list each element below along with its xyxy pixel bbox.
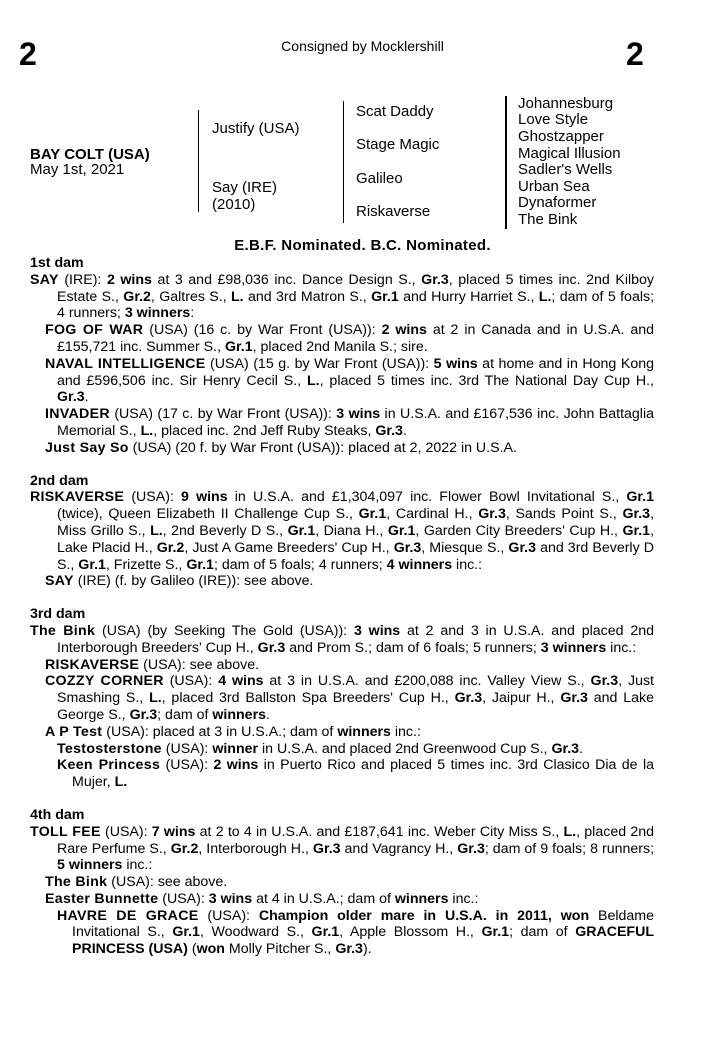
dam-entry-toll-fee: TOLL FEE (USA): 7 wins at 2 to 4 in U.S.A. and £187,641 inc. Weber City Miss S., L., placed 2nd Rare Perfume S., Gr.2, Interborough H., Gr.3 and Vagrancy H., Gr.3; dam of 9 foals; 8 runners; 5 winners inc.: [30,823,655,874]
pedigree-bracket-2 [343,101,344,223]
produce-entry-havre-de-grace: HAVRE DE GRACE (USA): Champion older mare in U.S.A. in 2011, won Beldame Invitational S., Gr.1, Woodward S., Gr.1, Apple Blossom H., Gr.1; dam of GRACEFUL PRINCESS (USA) (won Molly Pitcher S., Gr.3). [57,907,655,958]
pedigree-ggp-2: Love Style [518,111,589,128]
pedigree-ggp-1: Johannesburg [518,95,614,112]
produce-entry-invader: INVADER (USA) (17 c. by War Front (USA)): 3 wins in U.S.A. and £167,536 inc. John Battaglia Memorial S., L., placed inc. 2nd Jeff Ruby Steaks, Gr.3. [45,406,654,439]
pedigree-gp-1: Scat Daddy [356,103,434,120]
produce-entry-say-ref: SAY (IRE) (f. by Galileo (IRE)): see above. [45,573,314,590]
produce-entry-keen-princess: Keen Princess (USA): 2 wins in Puerto Rico and placed 5 times inc. 3rd Clasico Dia de la Mujer, L. [57,757,654,791]
pedigree-gp-2: Stage Magic [356,136,440,153]
produce-entry-cozzy-corner: COZZY CORNER (USA): 4 wins at 3 in U.S.A. and £200,088 inc. Valley View S., Gr.3, Just Smashing S., L., placed 3rd Ballston Spa Breeders' Cup H., Gr.3, Jaipur H., Gr.3 and Lake George S., Gr.3; dam of winners. [45,673,655,723]
pedigree-gp-4: Riskaverse [356,203,431,220]
produce-entry-just-say-so: Just Say So (USA) (20 f. by War Front (USA)): placed at 2, 2022 in U.S.A. [45,439,517,456]
produce-entry-testosterstone: Testosterstone (USA): winner in U.S.A. and placed 2nd Greenwood Cup S., Gr.3. [57,740,583,757]
dam-entry-riskaverse: RISKAVERSE (USA): 9 wins in U.S.A. and £1,304,097 inc. Flower Bowl Invitational S., Gr.1 (twice), Queen Elizabeth II Challenge Cup S., Gr.1, Cardinal H., Gr.3, Sands Point S., Gr.3, Miss Grillo S., L., 2nd Beverly D S., Gr.1, Diana H., Gr.1, Garden City Breeders' Cup H., Gr.1, Lake Placid H., Gr.2, Just A Game Breeders' Cup H., Gr.3, Miesque S., Gr.3 and 3rd Beverly D S., Gr.1, Frizette S., Gr.1; dam of 5 foals; 4 runners; 4 winners inc.: [30,489,655,573]
produce-entry-fog-of-war: FOG OF WAR (USA) (16 c. by War Front (USA)): 2 wins at 2 in Canada and in U.S.A. and £155,721 inc. Summer S., Gr.1, placed 2nd Manila S.; sire. [45,322,654,355]
pedigree-bracket-3 [505,96,507,229]
pedigree-ggp-6: Urban Sea [518,178,590,195]
horse-description: BAY COLT (USA) [30,146,150,163]
nominations: E.B.F. Nominated. B.C. Nominated. [234,237,491,254]
pedigree-dam-year: (2010) [212,196,256,213]
dam-entry-say: SAY (IRE): 2 wins at 3 and £98,036 inc. Dance Design S., Gr.3, placed 5 times inc. 2nd Kilboy Estate S., Gr.2, Galtres S., L. and 3rd Matron S., Gr.1 and Hurry Harriet S., L.; dam of 5 foals; 4 runners; 3 winners: [30,271,655,322]
section-fourth-dam: 4th dam [30,806,85,823]
pedigree-ggp-4: Magical Illusion [518,145,621,162]
pedigree-dam: Say (IRE) [212,179,278,196]
pedigree-gp-3: Galileo [356,170,403,187]
pedigree-sire: Justify (USA) [212,120,300,137]
section-third-dam: 3rd dam [30,606,86,623]
produce-entry-naval-intelligence: NAVAL INTELLIGENCE (USA) (15 g. by War Front (USA)): 5 wins at home and in Hong Kong and £596,506 inc. Sir Henry Cecil S., L., placed 5 times inc. 3rd The National Day Cup H., Gr.3. [45,355,654,406]
pedigree-ggp-8: The Bink [518,211,578,228]
consignor: Consigned by Mocklershill [281,38,444,54]
produce-record [30,255,654,958]
produce-entry-easter-bunnette: Easter Bunnette (USA): 3 wins at 4 in U.S.A.; dam of winners inc.: [45,890,479,907]
dam-entry-the-bink: The Bink (USA) (by Seeking The Gold (USA)): 3 wins at 2 and 3 in U.S.A. and placed 2nd Interborough Breeders' Cup H., Gr.3 and Prom S.; dam of 6 foals; 5 runners; 3 winners inc.: [30,622,655,656]
pedigree-ggp-5: Sadler's Wells [518,161,613,178]
lot-number-right: 2 [626,36,644,72]
produce-entry-the-bink-ref: The Bink (USA): see above. [45,874,228,891]
foaling-date: May 1st, 2021 [30,161,125,178]
produce-entry-riskaverse-ref: RISKAVERSE (USA): see above. [45,656,260,673]
produce-entry-ap-test: A P Test (USA): placed at 3 in U.S.A.; dam of winners inc.: [45,723,421,740]
section-first-dam: 1st dam [30,255,84,271]
lot-number-left: 2 [19,36,37,72]
section-second-dam: 2nd dam [30,472,89,489]
pedigree-ggp-7: Dynaformer [518,194,597,211]
pedigree-bracket-1 [198,110,199,212]
pedigree-ggp-3: Ghostzapper [518,128,604,145]
